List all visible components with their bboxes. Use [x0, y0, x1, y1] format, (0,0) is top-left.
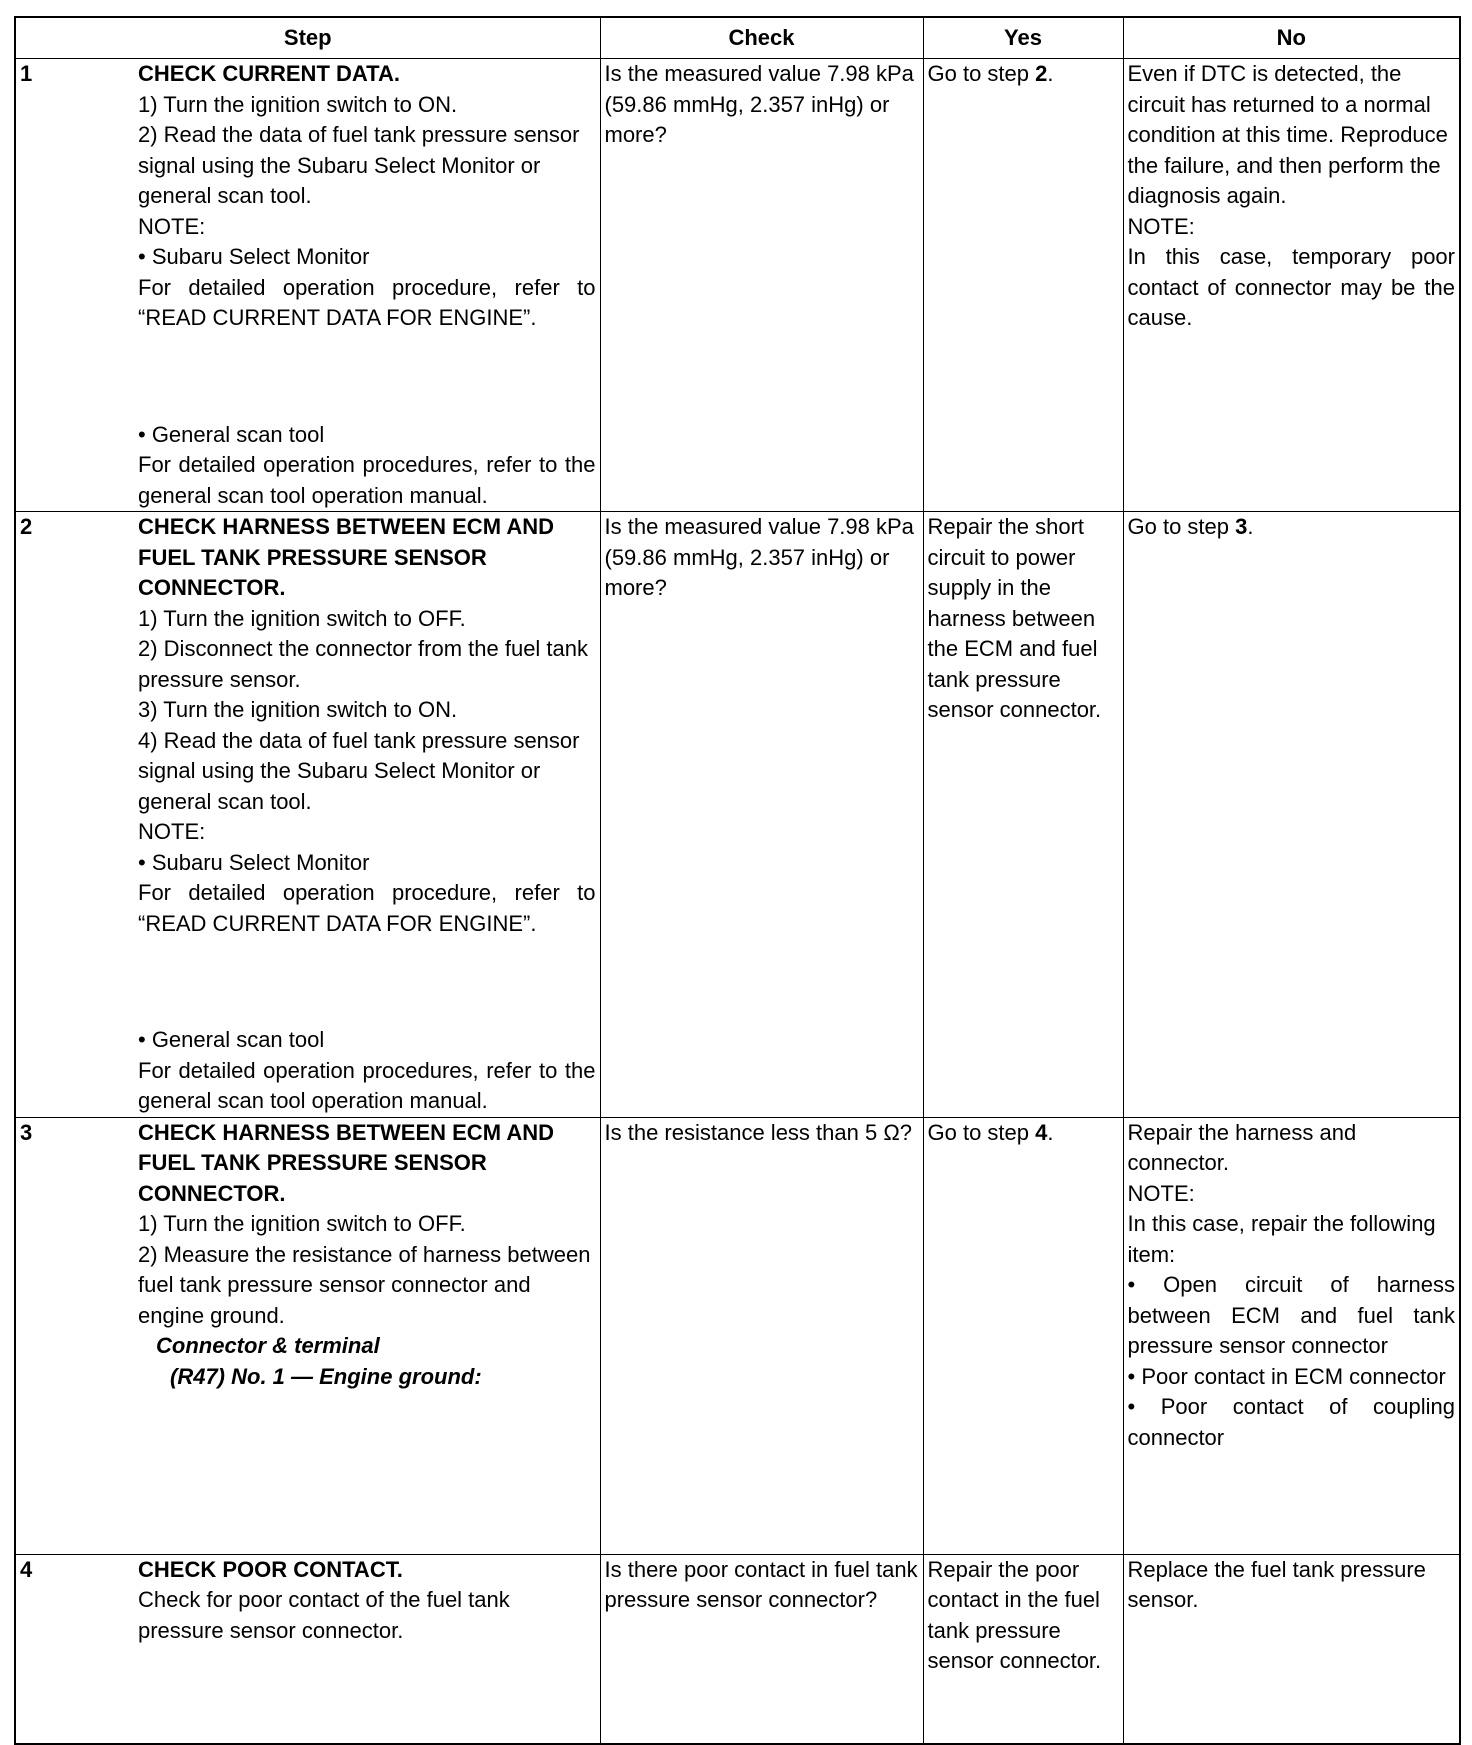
header-yes: Yes — [923, 17, 1123, 59]
table-row — [15, 1554, 1460, 1744]
connector-label: Connector & terminal — [156, 1333, 380, 1358]
step-line: 2) Measure the resistance of harness between fuel tank pressure sensor connector and engine ground. — [138, 1241, 591, 1328]
note-label: NOTE: — [138, 819, 206, 844]
note-item: • Open circuit of harness between ECM and fuel tank pressure sensor connector — [1127, 1272, 1455, 1358]
note-bullet: • General scan tool — [138, 421, 325, 447]
step-line: 4) Read the data of fuel tank pressure sensor signal using the Subaru Select Monitor or general scan tool. — [138, 727, 580, 814]
note-label: NOTE: — [138, 213, 206, 239]
yes-cell: Go to step 4. — [923, 1117, 1123, 1554]
yes-cell: Go to step 2. — [923, 59, 1123, 512]
no-cell — [1123, 59, 1460, 512]
header-step: Step — [15, 17, 600, 59]
note-label: NOTE: — [1127, 1180, 1195, 1206]
step-cell — [15, 1554, 600, 1744]
step-line: 1) Turn the ignition switch to OFF. — [138, 605, 466, 631]
step-number: 4 — [20, 1556, 33, 1582]
no-text: Even if DTC is detected, the circuit has returned to a normal condition at this time. Reproduce the failure, and then perform the diagnosis again. — [1127, 61, 1448, 208]
note-bullet: • General scan tool — [138, 1027, 325, 1052]
step-cell — [15, 512, 600, 1118]
step-cell — [15, 59, 600, 512]
note-text: For detailed operation procedure, refer to “READ CURRENT DATA FOR ENGINE”. — [138, 880, 596, 936]
step-title: CHECK CURRENT DATA. — [138, 61, 400, 86]
connector-value: (R47) No. 1 — Engine ground: — [170, 1363, 482, 1389]
no-cell: Replace the fuel tank pressure sensor. — [1123, 1554, 1460, 1744]
step-number: 3 — [20, 1119, 33, 1145]
note-text: For detailed operation procedure, refer to “READ CURRENT DATA FOR ENGINE”. — [138, 274, 596, 330]
step-number: 1 — [20, 61, 33, 86]
header-check: Check — [600, 17, 923, 59]
step-title: CHECK POOR CONTACT. — [138, 1556, 403, 1582]
step-cell — [15, 1117, 600, 1554]
diagnosis-table — [14, 16, 1461, 1745]
no-text: Repair the harness and connector. — [1127, 1119, 1357, 1175]
no-cell — [1123, 1117, 1460, 1554]
step-line: Check for poor contact of the fuel tank pressure sensor connector. — [138, 1587, 510, 1643]
step-line: 2) Disconnect the connector from the fuel tank pressure sensor. — [138, 636, 589, 692]
no-cell: Go to step 3. — [1123, 512, 1460, 1118]
note-text: In this case, repair the following item: — [1127, 1211, 1436, 1267]
note-text: For detailed operation procedures, refer to the general scan tool operation manual. — [138, 452, 596, 508]
table-row — [15, 512, 1460, 1118]
note-text: In this case, temporary poor contact of connector may be the cause. — [1127, 244, 1455, 330]
note-text: For detailed operation procedures, refer to the general scan tool operation manual. — [138, 1057, 596, 1113]
note-label: NOTE: — [1127, 213, 1195, 239]
step-line: 1) Turn the ignition switch to OFF. — [138, 1211, 466, 1236]
header-no: No — [1123, 17, 1460, 59]
table-row — [15, 1117, 1460, 1554]
header-row — [15, 17, 1460, 59]
note-bullet: • Subaru Select Monitor — [138, 244, 370, 269]
check-cell: Is the measured value 7.98 kPa (59.86 mmHg, 2.357 inHg) or more? — [600, 59, 923, 512]
check-cell: Is the resistance less than 5 Ω? — [600, 1117, 923, 1554]
step-title: CHECK HARNESS BETWEEN ECM AND FUEL TANK PRESSURE SENSOR CONNECTOR. — [138, 1119, 554, 1206]
check-cell: Is there poor contact in fuel tank pressure sensor connector? — [600, 1554, 923, 1744]
step-number: 2 — [20, 514, 33, 539]
step-title: CHECK HARNESS BETWEEN ECM AND FUEL TANK PRESSURE SENSOR CONNECTOR. — [138, 514, 554, 600]
note-bullet: • Subaru Select Monitor — [138, 849, 370, 875]
yes-cell: Repair the poor contact in the fuel tank pressure sensor connector. — [923, 1554, 1123, 1744]
table-row — [15, 59, 1460, 512]
step-line: 2) Read the data of fuel tank pressure sensor signal using the Subaru Select Monitor or general scan tool. — [138, 122, 580, 208]
note-item: • Poor contact in ECM connector — [1127, 1363, 1446, 1389]
step-line: 3) Turn the ignition switch to ON. — [138, 697, 458, 722]
yes-cell: Repair the short circuit to power supply in the harness between the ECM and fuel tank pressure sensor connector. — [923, 512, 1123, 1118]
step-line: 1) Turn the ignition switch to ON. — [138, 91, 458, 117]
check-cell: Is the measured value 7.98 kPa (59.86 mmHg, 2.357 inHg) or more? — [600, 512, 923, 1118]
note-item: • Poor contact of coupling connector — [1127, 1394, 1455, 1450]
